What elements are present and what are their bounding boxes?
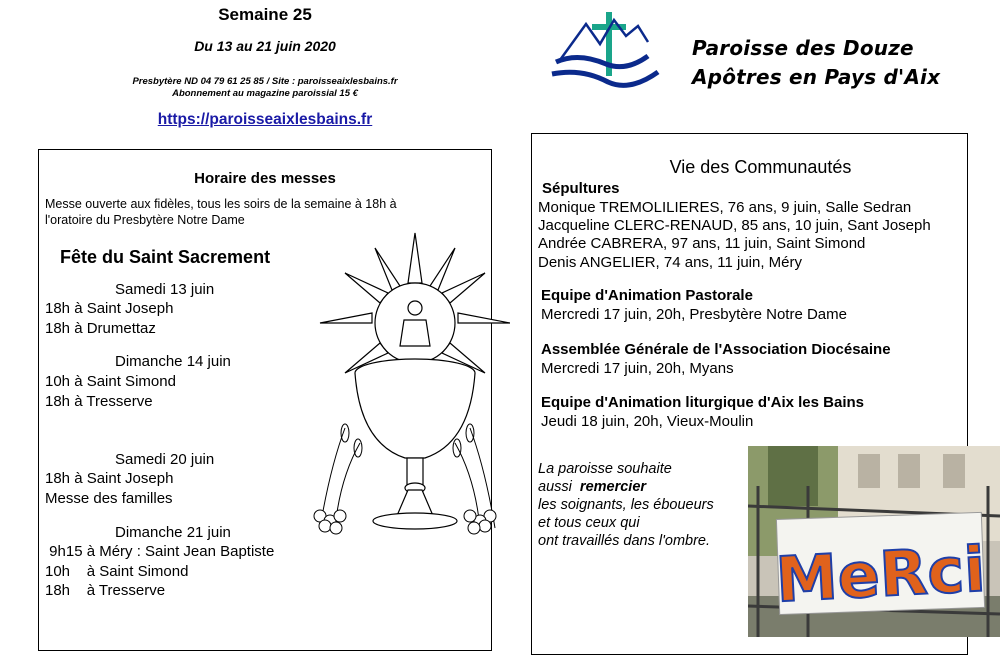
parish-logo-icon <box>548 10 688 92</box>
mass-line: 9h15 à Méry : Saint Jean Baptiste <box>45 543 275 560</box>
contact-info <box>0 76 530 100</box>
meeting-detail: Mercredi 17 juin, 20h, Myans <box>541 360 734 377</box>
funeral-entry: Andrée CABRERA, 97 ans, 11 juin, Saint Simond <box>538 235 866 252</box>
day-heading: Samedi 20 juin <box>115 451 215 468</box>
website-link[interactable]: https://paroisseaixlesbains.fr <box>157 111 373 128</box>
community-title: Vie des Communautés <box>669 157 852 177</box>
contact-phone-site: Presbytère ND 04 79 61 25 85 / Site : paroisseaixlesbains.fr <box>132 76 398 87</box>
mass-line: 18h à Saint Joseph <box>45 470 174 487</box>
chalice-host-icon <box>300 228 510 538</box>
thanks-line: les soignants, les éboueurs <box>538 497 714 513</box>
thanks-line: et tous ceux qui <box>538 515 640 531</box>
day-heading: Dimanche 14 juin <box>115 353 231 370</box>
thanks-note <box>538 460 714 550</box>
thanks-line: La paroisse souhaite <box>538 461 672 477</box>
meeting-title: Equipe d'Animation Pastorale <box>541 287 753 304</box>
mass-line: 10h à Saint Simond <box>45 373 176 390</box>
funeral-entry: Monique TREMOLILIERES, 76 ans, 9 juin, Salle Sedran <box>538 199 912 216</box>
week-title: Semaine 25 <box>218 5 312 24</box>
mass-line: Messe des familles <box>45 490 173 507</box>
mass-line: 10h à Saint Simond <box>45 563 189 580</box>
merci-photo <box>748 446 1000 637</box>
mass-line: 18h à Saint Joseph <box>45 300 174 317</box>
funerals-title: Sépultures <box>542 180 620 197</box>
meeting-detail: Jeudi 18 juin, 20h, Vieux-Moulin <box>541 413 754 430</box>
mass-line: 18h à Tresserve <box>45 393 153 410</box>
thanks-emphasis: remercier <box>579 479 647 495</box>
day-heading: Dimanche 21 juin <box>115 524 231 541</box>
mass-line: 18h à Tresserve <box>45 582 166 599</box>
mass-line: 18h à Drumettaz <box>45 320 156 337</box>
meeting-title: Equipe d'Animation liturgique d'Aix les Bains <box>541 394 864 411</box>
mass-schedule-title: Horaire des messes <box>194 170 336 187</box>
meeting-title: Assemblée Générale de l'Association Diocésaine <box>541 341 891 358</box>
parish-name <box>692 34 940 92</box>
mass-desc-line2: l'oratoire du Presbytère Notre Dame <box>45 213 245 227</box>
feast-title: Fête du Saint Sacrement <box>60 247 271 267</box>
merci-sign-text: MeRci <box>774 532 988 617</box>
thanks-line: ont travaillés dans l'ombre. <box>538 533 711 549</box>
week-dates: Du 13 au 21 juin 2020 <box>194 38 336 54</box>
thanks-line <box>538 478 714 496</box>
mass-desc-line1: Messe ouverte aux fidèles, tous les soirs de la semaine à 18h à <box>45 197 397 211</box>
mass-schedule-desc <box>45 196 465 228</box>
thanks-prefix: aussi <box>538 479 580 495</box>
funeral-entry: Denis ANGELIER, 74 ans, 11 juin, Méry <box>538 254 803 271</box>
funeral-entry: Jacqueline CLERC-RENAUD, 85 ans, 10 juin, Sant Joseph <box>538 217 931 234</box>
parish-name-line2: Apôtres en Pays d'Aix <box>692 65 941 89</box>
meeting-detail: Mercredi 17 juin, 20h, Presbytère Notre Dame <box>541 306 847 323</box>
parish-name-line1: Paroisse des Douze <box>692 36 914 60</box>
day-heading: Samedi 13 juin <box>115 281 215 298</box>
subscription-info: Abonnement au magazine paroissial 15 € <box>172 88 358 99</box>
